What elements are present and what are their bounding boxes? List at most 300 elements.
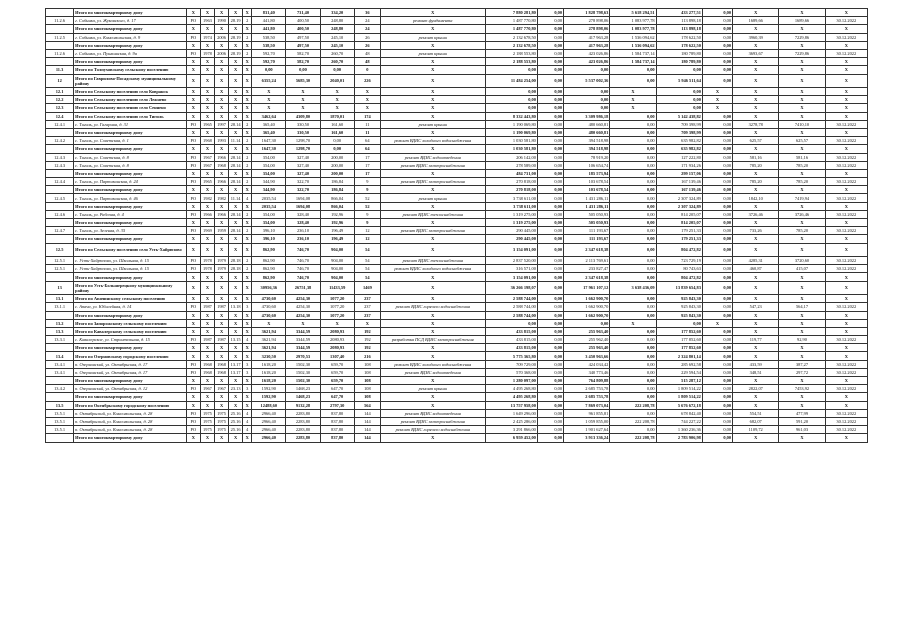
data-cell: 0,00 [610, 344, 656, 352]
data-cell: X [354, 88, 380, 96]
data-cell: X [380, 25, 485, 33]
repair-table [45, 8, 868, 443]
data-cell: 30.12.2022 [825, 336, 867, 344]
data-cell: 54 [354, 243, 380, 257]
data-cell: 255 962,40 [564, 336, 610, 344]
data-cell: 2 588 744,00 [485, 295, 537, 303]
data-cell: X [229, 145, 243, 153]
data-cell: 400,50 [286, 25, 320, 33]
data-cell: X [200, 235, 214, 243]
data-cell: 592,70 [252, 49, 286, 57]
data-cell: 30.12.2022 [825, 137, 867, 145]
data-cell: 709 398,99 [656, 120, 702, 128]
data-cell: 327,40 [286, 153, 320, 161]
data-cell: 0,00 [537, 25, 563, 33]
data-cell: 0,00 [537, 344, 563, 352]
row-number-cell [46, 273, 74, 281]
data-cell: 177 852,60 [656, 327, 702, 335]
data-cell: X [252, 88, 286, 96]
data-cell: 108 [354, 377, 380, 385]
section-total-row [46, 104, 868, 112]
data-cell: X [229, 128, 243, 136]
data-cell: 0,00 [610, 426, 656, 434]
data-cell: 11433,59 [320, 281, 354, 295]
data-cell: X [200, 377, 214, 385]
address-cell: п. Октябрьский, ул. Комсомольская, д. 28 [74, 409, 187, 417]
data-cell: 0,00 [564, 88, 610, 96]
data-cell: X [702, 319, 732, 327]
data-cell: 1982 [214, 194, 228, 202]
house-total-row [46, 186, 868, 194]
data-cell: 961 855,81 [564, 409, 610, 417]
data-cell: 290 445,00 [485, 235, 537, 243]
data-cell: X [200, 128, 214, 136]
data-cell: X [779, 327, 825, 335]
data-cell: 0,00 [485, 319, 537, 327]
data-cell: РО [186, 33, 200, 41]
data-cell: РО [186, 153, 200, 161]
data-cell: 330,50 [286, 128, 320, 136]
data-cell: 3 154 091,00 [485, 243, 537, 257]
data-cell: 0,00 [610, 243, 656, 257]
data-cell: X [733, 25, 779, 33]
house-row [46, 360, 868, 368]
data-cell: 0,00 [537, 96, 563, 104]
data-cell: X [186, 186, 200, 194]
data-cell: X [733, 128, 779, 136]
address-cell: Итого по Сельскому поселению село Ковранск [74, 88, 187, 96]
data-cell: X [243, 88, 252, 96]
data-cell: 1 662 900,70 [564, 311, 610, 319]
data-cell: 0,00 [485, 104, 537, 112]
data-cell: 4 495 268,80 [485, 393, 537, 401]
data-cell: 1647,30 [252, 137, 286, 145]
address-cell: Итого по многоквартирному дому [74, 434, 187, 442]
data-cell: X [229, 344, 243, 352]
house-total-row [46, 25, 868, 33]
data-cell: 348,51 [733, 368, 779, 376]
data-cell: X [380, 344, 485, 352]
data-cell: 178 622,50 [656, 33, 702, 41]
data-cell: 0,00 [564, 66, 610, 74]
data-cell: 1987 [200, 336, 214, 344]
data-cell: 108 [354, 385, 380, 393]
data-cell: X [779, 9, 825, 17]
data-cell: 5 775 365,80 [485, 352, 537, 360]
data-cell: 1502,30 [286, 377, 320, 385]
data-cell: 0,00 [537, 434, 563, 442]
data-cell: 3960,39 [733, 33, 779, 41]
data-cell: 831,40 [252, 9, 286, 17]
data-cell: X [186, 96, 200, 104]
data-cell: 278 898,06 [564, 25, 610, 33]
data-cell: 103 678,54 [564, 186, 610, 194]
data-cell: 13.18 [229, 303, 243, 311]
data-cell: X [214, 235, 228, 243]
data-cell: X [214, 41, 228, 49]
data-cell: 327,40 [286, 161, 320, 169]
data-cell: 299 157,06 [656, 169, 702, 177]
data-cell: X [733, 9, 779, 17]
data-cell: X [779, 186, 825, 194]
section-total-row [46, 243, 868, 257]
data-cell: 144 [354, 409, 380, 417]
data-cell: X [779, 219, 825, 227]
house-row [46, 265, 868, 273]
data-cell: 0,00 [537, 426, 563, 434]
data-cell: 7 869 073,04 [564, 401, 610, 409]
data-cell: 222 208,78 [610, 417, 656, 425]
address-cell: Итого по Сельскому поселению село Лежнево [74, 96, 187, 104]
data-cell: 3 [243, 368, 252, 376]
data-cell: 1968 [200, 368, 214, 376]
data-cell: 278 589,00 [485, 161, 537, 169]
data-cell: 1 809 514,22 [656, 385, 702, 393]
data-cell: 460,87 [733, 265, 779, 273]
data-cell: X [200, 281, 214, 295]
data-cell: 9 [354, 210, 380, 218]
data-cell: 161,60 [320, 128, 354, 136]
data-cell: 0,00 [702, 169, 732, 177]
data-cell: 0,00 [702, 243, 732, 257]
address-cell: с. Апача, ул. Юбилейная, д. 14 [74, 303, 187, 311]
data-cell: X [779, 169, 825, 177]
data-cell: 570 368,00 [485, 368, 537, 376]
data-cell: 30956,36 [252, 281, 286, 295]
data-cell: РО [186, 120, 200, 128]
data-cell: X [243, 96, 252, 104]
data-cell: 192,96 [320, 210, 354, 218]
data-cell: 297,72 [779, 368, 825, 376]
data-cell: 1966 [200, 210, 214, 218]
data-cell: X [825, 58, 867, 66]
data-cell: ремонт ВДИС водоотведения [380, 368, 485, 376]
data-cell: 9132,28 [286, 401, 320, 409]
data-cell: 0,00 [537, 178, 563, 186]
data-cell: 564 [354, 401, 380, 409]
data-cell: 248,80 [320, 25, 354, 33]
data-cell: 0,00 [537, 311, 563, 319]
data-cell: 2283,80 [286, 434, 320, 442]
data-cell: 4 [243, 194, 252, 202]
row-number-cell: 12.5 [46, 243, 74, 257]
data-cell: X [286, 88, 320, 96]
data-cell: 2080,93 [320, 336, 354, 344]
data-cell: 0,00 [702, 161, 732, 169]
data-cell: X [229, 25, 243, 33]
data-cell: 2 [243, 153, 252, 161]
data-cell: 764 809,88 [564, 377, 610, 385]
data-cell: X [825, 235, 867, 243]
data-cell: 1 190 069,80 [485, 120, 537, 128]
data-cell: 0,00 [564, 104, 610, 112]
data-cell: 0,00 [537, 219, 563, 227]
data-cell: ремонт крыши [380, 385, 485, 393]
data-cell: 5 142 438,82 [656, 112, 702, 120]
data-cell: 0,00 [320, 66, 354, 74]
data-cell: 0,00 [610, 303, 656, 311]
data-cell: X [243, 74, 252, 88]
data-cell: 0,00 [610, 265, 656, 273]
data-cell: 961,03 [779, 426, 825, 434]
data-cell: 1 319 275,00 [485, 210, 537, 218]
data-cell: 2 132 678,50 [485, 41, 537, 49]
data-cell: 0,00 [252, 66, 286, 74]
data-cell: X [380, 393, 485, 401]
address-cell: с. Тигиль, ул. Партизанская, д. 24 [74, 178, 187, 186]
row-number-cell: 12.3 [46, 104, 74, 112]
data-cell: 1647,30 [252, 145, 286, 153]
data-cell: 255 963,40 [564, 344, 610, 352]
row-number-cell: 12.4.6 [46, 210, 74, 218]
data-cell: 0,00 [702, 153, 732, 161]
data-cell: 1966 [214, 178, 228, 186]
data-cell: 0,00 [702, 401, 732, 409]
section-total-row [46, 74, 868, 88]
data-cell: X [200, 74, 214, 88]
data-cell: X [186, 327, 200, 335]
data-cell: 0,00 [656, 88, 702, 96]
data-cell: X [779, 243, 825, 257]
data-cell: 4730,60 [252, 303, 286, 311]
data-cell: 180 789,80 [656, 58, 702, 66]
data-cell: X [380, 281, 485, 295]
data-cell: 178 622,50 [656, 41, 702, 49]
row-number-cell: 12.4.4 [46, 178, 74, 186]
data-cell: 0,00 [702, 417, 732, 425]
data-cell: X [825, 88, 867, 96]
data-cell: 24 [354, 17, 380, 25]
data-cell: 746,70 [286, 243, 320, 257]
data-cell: 192,96 [320, 219, 354, 227]
data-cell: 1979 [214, 265, 228, 273]
data-cell: 11 484 254,00 [485, 74, 537, 88]
data-cell: X [733, 319, 779, 327]
row-number-cell [46, 25, 74, 33]
data-cell: X [214, 401, 228, 409]
data-cell: 229 594,54 [656, 368, 702, 376]
address-cell: с. Тигиль, ул. Советская, д. 8 [74, 161, 187, 169]
data-cell: X [779, 401, 825, 409]
data-cell: 0,00 [702, 273, 732, 281]
data-cell: 1077,20 [320, 295, 354, 303]
address-cell: Итого по многоквартирному дому [74, 235, 187, 243]
data-cell: 0,00 [537, 393, 563, 401]
data-cell: 3 [243, 360, 252, 368]
data-cell: 1968 [214, 368, 228, 376]
house-row [46, 303, 868, 311]
data-cell: X [200, 96, 214, 104]
data-cell: X [380, 58, 485, 66]
data-cell: 1959 [214, 227, 228, 235]
data-cell: X [186, 41, 200, 49]
data-cell: X [825, 281, 867, 295]
data-cell: 746,70 [286, 257, 320, 265]
data-cell: 2 [243, 17, 252, 25]
data-cell: 0,00 [610, 74, 656, 88]
data-cell: 0,00 [702, 434, 732, 442]
data-cell: X [186, 352, 200, 360]
data-cell: 28.14 [229, 161, 243, 169]
data-cell: 433 815,00 [485, 344, 537, 352]
data-cell: 0,00 [702, 327, 732, 335]
data-cell: 837,80 [320, 417, 354, 425]
data-cell: X [229, 401, 243, 409]
data-cell: РО [186, 336, 200, 344]
data-cell: 1 083 977,78 [610, 25, 656, 33]
data-cell: 48 [354, 58, 380, 66]
data-cell: ремонт ВДИС теплоснабжения [380, 257, 485, 265]
data-cell: 3 154 091,00 [485, 273, 537, 281]
data-cell: 1993 [214, 137, 228, 145]
address-cell: Итого по многоквартирному дому [74, 311, 187, 319]
data-cell: 54 [354, 265, 380, 273]
data-cell: X [380, 66, 485, 74]
data-cell: 0,00 [537, 66, 563, 74]
data-cell: 354,00 [252, 161, 286, 169]
data-cell: 174 [354, 112, 380, 120]
address-cell: Итого по многоквартирному дому [74, 169, 187, 177]
data-cell: 9 [354, 219, 380, 227]
data-cell: X [320, 96, 354, 104]
data-cell: X [733, 41, 779, 49]
data-cell: 2970,53 [286, 352, 320, 360]
data-cell: X [286, 96, 320, 104]
data-cell: 13.15 [229, 336, 243, 344]
data-cell: 0,00 [702, 281, 732, 295]
data-cell: 2283,80 [286, 409, 320, 417]
data-cell: ремонт ВДИС теплоснабжения [380, 210, 485, 218]
data-cell: 1968 [200, 137, 214, 145]
data-cell: 0,00 [702, 25, 732, 33]
data-cell: 3621,94 [252, 344, 286, 352]
data-cell: 245,10 [320, 33, 354, 41]
data-cell: 1502,30 [286, 360, 320, 368]
data-cell: 1963 [200, 17, 214, 25]
data-cell: X [186, 273, 200, 281]
data-cell: 30.12.2022 [825, 49, 867, 57]
data-cell: 26751,38 [286, 281, 320, 295]
data-cell: разработка ПСД ВДИС электроснабжения [380, 336, 485, 344]
data-cell: X [825, 311, 867, 319]
row-number-cell: 13.4.1 [46, 368, 74, 376]
data-cell: 30.12.2022 [825, 360, 867, 368]
address-cell: Итого по многоквартирному дому [74, 344, 187, 352]
data-cell: X [229, 327, 243, 335]
data-cell: 144 [354, 426, 380, 434]
data-cell: X [380, 295, 485, 303]
data-cell: 1979 [214, 257, 228, 265]
data-cell: X [733, 202, 779, 210]
data-cell: 28.18 [229, 265, 243, 273]
section-total-row [46, 112, 868, 120]
data-cell: 866,04 [320, 202, 354, 210]
data-cell: 0,00 [610, 273, 656, 281]
data-cell: 0,00 [610, 202, 656, 210]
house-row [46, 417, 868, 425]
data-cell: 433 815,00 [485, 327, 537, 335]
data-cell: X [779, 377, 825, 385]
data-cell: X [380, 145, 485, 153]
house-total-row [46, 235, 868, 243]
data-cell: 233 827,47 [564, 265, 610, 273]
data-cell: 30.12.2022 [825, 265, 867, 273]
data-cell: 4 [243, 426, 252, 434]
data-cell: X [229, 9, 243, 17]
data-cell: 7 880 281,80 [485, 9, 537, 17]
data-cell: 36 [354, 9, 380, 17]
data-cell: 11 [354, 128, 380, 136]
address-cell: с. Кавалерское, ул. Строительная, д. 15 [74, 336, 187, 344]
data-cell: 904,00 [320, 273, 354, 281]
address-cell: с. Тигиль, ул. Гагарина, д. 31 [74, 120, 187, 128]
data-cell: ремонт фундамента [380, 17, 485, 25]
data-cell: 3621,94 [252, 327, 286, 335]
data-cell: X [186, 295, 200, 303]
data-cell: 1469 [354, 281, 380, 295]
section-total-row [46, 327, 868, 335]
data-cell: 2966,40 [252, 426, 286, 434]
data-cell: 582,70 [286, 49, 320, 57]
data-cell: 1975 [200, 417, 214, 425]
data-cell: 144 [354, 417, 380, 425]
data-cell: 1870,01 [320, 112, 354, 120]
data-cell: X [243, 295, 252, 303]
data-cell: X [200, 352, 214, 360]
data-cell: 2966,40 [252, 434, 286, 442]
data-cell: 0,00 [537, 137, 563, 145]
row-number-cell: 11.3 [46, 66, 74, 74]
data-cell: X [200, 145, 214, 153]
data-cell: 28.14 [229, 227, 243, 235]
address-cell: Итого по многоквартирному дому [74, 25, 187, 33]
data-cell: X [825, 66, 867, 74]
house-row [46, 368, 868, 376]
data-cell: 30.12.2022 [825, 385, 867, 393]
data-cell: 1978 [200, 265, 214, 273]
data-cell: 5 946 511,64 [656, 74, 702, 88]
data-cell: 1968 [214, 360, 228, 368]
data-cell: X [380, 88, 485, 96]
data-cell: 837,80 [320, 409, 354, 417]
data-cell: 23.13 [229, 385, 243, 393]
data-cell: 1 809 514,22 [656, 393, 702, 401]
data-cell: X [779, 145, 825, 153]
data-cell: 925 843,30 [656, 303, 702, 311]
row-number-cell: 12 [46, 74, 74, 88]
data-cell: 255 963,40 [564, 327, 610, 335]
data-cell: X [825, 202, 867, 210]
data-cell: ремонт ВДИС холодного водоснабжения [380, 137, 485, 145]
data-cell: 1 030 581,80 [485, 137, 537, 145]
data-cell: 328,40 [286, 219, 320, 227]
data-cell: X [825, 273, 867, 281]
data-cell: 64 [354, 137, 380, 145]
row-number-cell: 13.1.1 [46, 303, 74, 311]
address-cell: с. Тигиль, ул. Зеленая, д. 35 [74, 227, 187, 235]
data-cell: 484 731,00 [485, 169, 537, 177]
house-total-row [46, 128, 868, 136]
data-cell: 1974 [200, 33, 214, 41]
data-cell: X [200, 66, 214, 74]
data-cell: 814 205,07 [656, 219, 702, 227]
data-cell: 328,40 [286, 210, 320, 218]
data-cell: 5685,30 [286, 74, 320, 88]
data-cell: 0,00 [702, 352, 732, 360]
data-cell: 0,00 [537, 377, 563, 385]
data-cell: X [733, 88, 779, 96]
data-cell: 582,70 [286, 58, 320, 66]
